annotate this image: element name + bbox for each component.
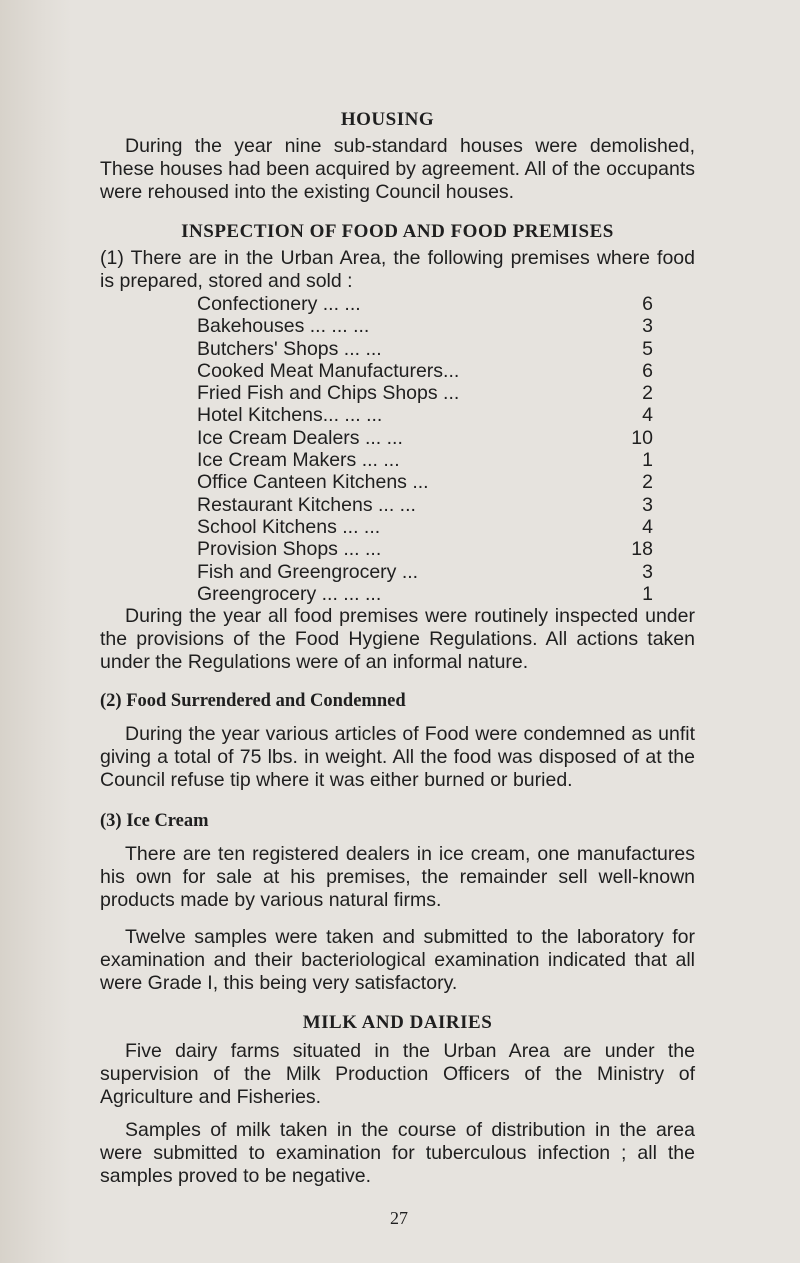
premises-name: Confectionery ... ... (197, 293, 361, 315)
ice-cream-heading: (3) Ice Cream (100, 811, 209, 832)
document-page (100, 108, 695, 1188)
page-number: 27 (390, 1208, 408, 1228)
premises-name: Fried Fish and Chips Shops ... (197, 382, 460, 405)
premises-count: 3 (642, 493, 653, 516)
list-item (197, 583, 697, 605)
ice-cream-paragraph-2: Twelve samples were taken and submitted to the laboratory for examination and their bacteriological examination indicated that all were Grade I, this being very satisfactory. (100, 926, 695, 995)
housing-paragraph: During the year nine sub-standard houses were demolished, These houses had been acquired by agreement. All of the occupants were rehoused into the existing Council houses. (100, 135, 695, 203)
list-item (197, 538, 697, 560)
food-surrendered-heading: (2) Food Surrendered and Condemned (100, 691, 406, 712)
premises-count: 1 (642, 582, 653, 605)
premises-count: 5 (642, 337, 653, 360)
premises-name: Fish and Greengrocery ... (197, 560, 419, 583)
premises-name: Provision Shops ... ... (197, 538, 382, 561)
list-item (197, 449, 697, 471)
premises-count: 4 (642, 515, 653, 538)
premises-name: Hotel Kitchens... ... ... (197, 404, 383, 427)
list-item (197, 427, 697, 449)
list-item (197, 471, 697, 493)
food-surrendered-paragraph: During the year various articles of Food were condemned as unfit giving a total of 75 lbs. in weight. All the food was disposed of at the Council refuse tip where it was either burned or buried. (100, 723, 695, 792)
milk-heading: MILK AND DAIRIES (302, 1012, 493, 1034)
list-item (197, 404, 697, 426)
premises-count: 6 (642, 359, 653, 382)
ice-cream-paragraph-1: There are ten registered dealers in ice cream, one manufactures his own for sale at his premises, the remainder sell well-known products made by various natural firms. (100, 843, 695, 912)
premises-name: School Kitchens ... ... (197, 515, 381, 538)
premises-list (197, 293, 697, 605)
list-item (197, 315, 697, 337)
premises-count: 10 (631, 426, 653, 449)
inspection-intro: (1) There are in the Urban Area, the following premises where food is prepared, stored and sold : (100, 247, 695, 292)
list-item (197, 382, 697, 404)
premises-name: Ice Cream Dealers ... ... (197, 426, 403, 449)
list-item (197, 338, 697, 360)
premises-name: Greengrocery ... ... ... (197, 582, 382, 605)
premises-count: 2 (642, 382, 653, 405)
inspection-heading: INSPECTION OF FOOD AND FOOD PREMISES (181, 221, 614, 242)
premises-name: Cooked Meat Manufacturers... (197, 359, 460, 382)
list-item (197, 293, 697, 315)
premises-count: 3 (642, 560, 653, 583)
premises-name: Office Canteen Kitchens ... (197, 471, 429, 494)
page-binding-shadow (0, 0, 72, 1263)
premises-count: 4 (642, 404, 653, 427)
list-item (197, 360, 697, 382)
premises-count: 18 (631, 538, 653, 561)
premises-name: Bakehouses ... ... ... (197, 315, 370, 338)
premises-count: 6 (642, 293, 653, 315)
premises-name: Ice Cream Makers ... ... (197, 449, 400, 472)
milk-paragraph-2: Samples of milk taken in the course of distribution in the area were submitted to examination for tuberculous infection ; all the samples proved to be negative. (100, 1119, 695, 1188)
list-item (197, 516, 697, 538)
premises-name: Restaurant Kitchens ... ... (197, 493, 416, 516)
premises-count: 1 (642, 449, 653, 472)
list-item (197, 494, 697, 516)
premises-name: Butchers' Shops ... ... (197, 337, 382, 360)
premises-count: 2 (642, 471, 653, 494)
housing-heading: HOUSING (340, 109, 435, 130)
premises-count: 3 (642, 315, 653, 338)
inspection-summary: During the year all food premises were routinely inspected under the provisions of the Food Hygiene Regulations. All actions taken under the Regulations were of an informal nature. (100, 605, 695, 674)
milk-paragraph-1: Five dairy farms situated in the Urban Area are under the supervision of the Milk Production Officers of the Ministry of Agriculture and Fisheries. (100, 1040, 695, 1109)
list-item (197, 561, 697, 583)
